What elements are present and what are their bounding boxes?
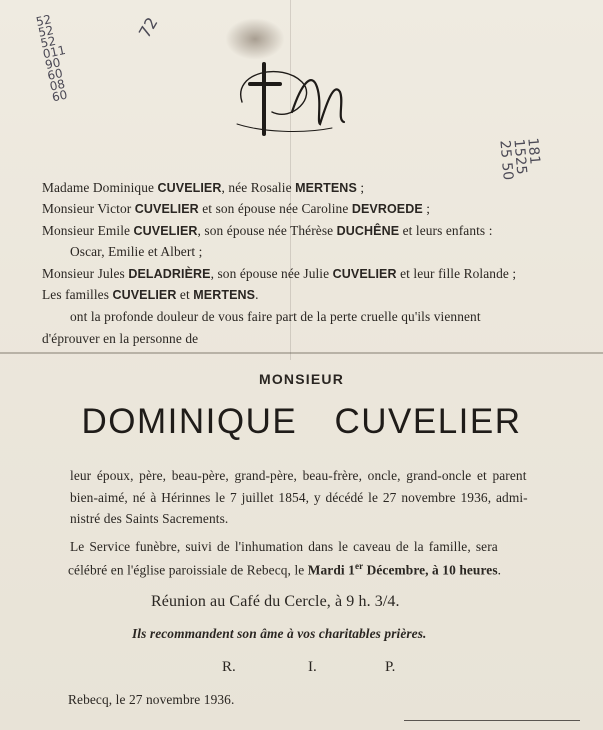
family-line xyxy=(42,287,259,303)
announcement-line-2: d'éprouver en la personne de xyxy=(42,331,199,346)
family-text: Monsieur Victor xyxy=(42,201,135,216)
family-text: et son épouse née Caroline xyxy=(198,201,352,216)
family-surname: CUVELIER xyxy=(157,181,222,195)
family-surname: CUVELIER xyxy=(112,288,177,302)
family-line xyxy=(70,244,202,260)
prayer-note: Ils recommandent son âme à vos charitables prières. xyxy=(132,626,427,641)
service-date-time: Décembre, à 10 heures xyxy=(363,562,498,578)
rip-r: R. xyxy=(222,659,236,675)
family-text: , son épouse née Julie xyxy=(210,266,333,281)
family-text: et leur fille Rolande ; xyxy=(396,266,517,281)
pencil-note-top-middle: 72 xyxy=(134,13,162,42)
family-surname: DELADRIÈRE xyxy=(128,267,211,281)
rip-i: I. xyxy=(308,659,317,675)
service-line-2 xyxy=(68,561,501,578)
deceased-last-name: CUVELIER xyxy=(334,402,522,441)
family-surname: DUCHÊNE xyxy=(336,224,400,238)
announcement-line-1: ont la profonde douleur de vous faire part de la perte cruelle qu'ils viennent xyxy=(70,309,481,324)
family-text: et xyxy=(176,287,194,302)
bio-line-1: leur époux, père, beau-père, grand-père, beau-frère, oncle, grand-oncle et parent xyxy=(70,468,527,483)
service-line-1: Le Service funèbre, suivi de l'inhumation dans le caveau de la famille, sera xyxy=(70,539,498,554)
family-text: Madame Dominique xyxy=(42,180,158,195)
deceased-first-name: DOMINIQUE xyxy=(81,402,298,441)
family-text: , son épouse née Thérèse xyxy=(197,223,337,238)
family-surname: DEVROEDE xyxy=(351,202,423,216)
family-text: et leurs enfants : xyxy=(399,223,493,238)
family-text: . xyxy=(255,287,259,302)
family-surname: CUVELIER xyxy=(133,224,198,238)
family-text: Monsieur Emile xyxy=(42,223,134,238)
signature-line xyxy=(404,720,580,721)
family-text: ; xyxy=(422,201,431,216)
service-line-2-text: célébré en l'église paroissiale de Rebecq, le xyxy=(68,562,308,578)
family-line xyxy=(42,180,364,196)
family-surname: CUVELIER xyxy=(134,202,199,216)
rip-p: P. xyxy=(385,659,396,675)
bio-line-3: nistré des Saints Sacrements. xyxy=(70,511,229,526)
horizontal-fold-crease xyxy=(0,352,603,354)
family-surname: MERTENS xyxy=(295,181,357,195)
family-line xyxy=(42,201,430,217)
service-line-2-end: . xyxy=(497,562,502,578)
bio-line-2: bien-aimé, né à Hérinnes le 7 juillet 1854, y décédé le 27 novembre 1936, admi- xyxy=(70,490,528,505)
deceased-name xyxy=(0,402,603,442)
cross-monogram-icon xyxy=(222,42,352,142)
pencil-notes-right-margin: 181 1525 25 50 xyxy=(496,137,543,181)
pencil-notes-top-left: 52 52 52 011 90 60 08 60 xyxy=(34,12,69,105)
family-text: , née Rosalie xyxy=(221,180,296,195)
family-text: Les familles xyxy=(42,287,113,302)
family-text: ; xyxy=(356,180,365,195)
place-date: Rebecq, le 27 novembre 1936. xyxy=(68,692,235,707)
reunion-note: Réunion au Café du Cercle, à 9 h. 3/4. xyxy=(151,593,400,610)
honorific: MONSIEUR xyxy=(258,371,345,387)
family-surname: MERTENS xyxy=(193,288,256,302)
service-day: Mardi 1 xyxy=(307,562,355,578)
family-text: Oscar, Emilie et Albert ; xyxy=(70,244,203,259)
family-text: Monsieur Jules xyxy=(42,266,129,281)
family-surname: CUVELIER xyxy=(332,267,397,281)
family-line xyxy=(42,266,516,282)
service-day-superscript: er xyxy=(354,561,364,571)
family-line xyxy=(42,223,493,239)
